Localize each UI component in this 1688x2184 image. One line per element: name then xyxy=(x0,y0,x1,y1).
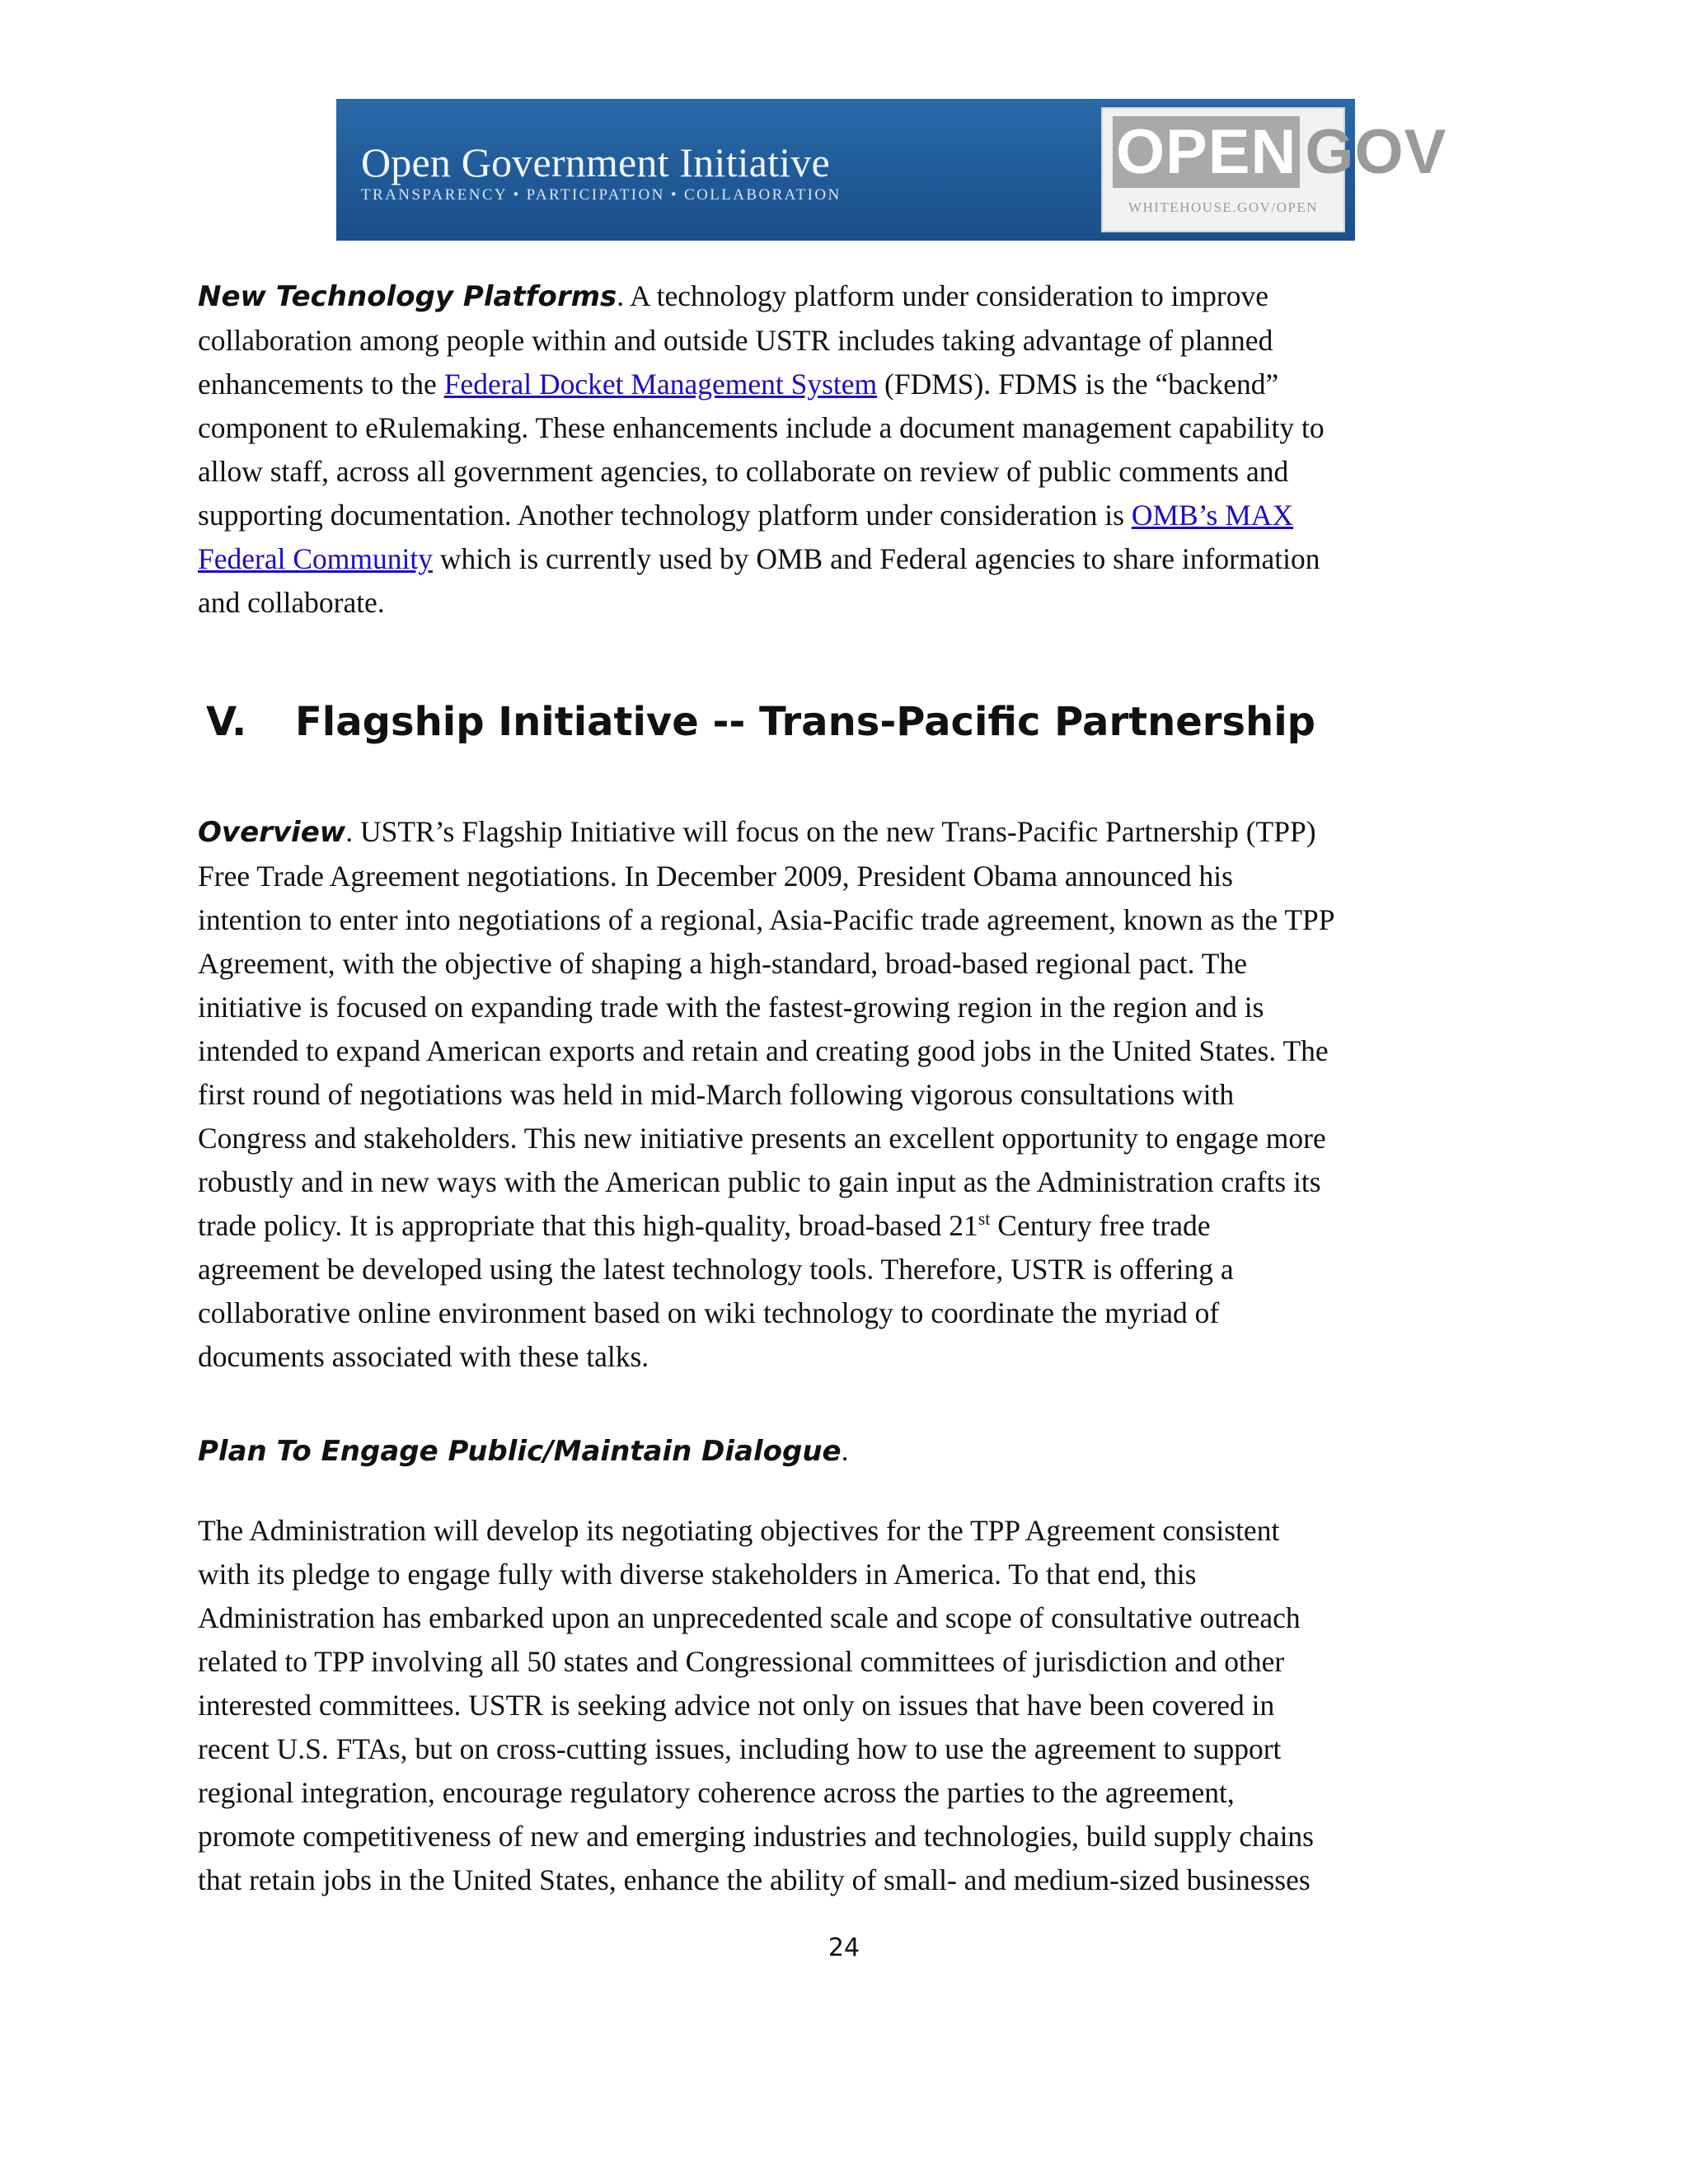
text-line: robustly and in new ways with the American public to gain input as the Administration crafts its xyxy=(198,1165,1321,1198)
text-line xyxy=(198,1204,1492,1248)
text-line: initiative is focused on expanding trade with the fastest-growing region in the region and is xyxy=(198,991,1264,1024)
text-line: component to eRulemaking. These enhancements include a document management capability to xyxy=(198,411,1325,444)
text-line: intention to enter into negotiations of a regional, Asia-Pacific trade agreement, known as the TPP xyxy=(198,903,1335,936)
open-government-banner xyxy=(336,99,1447,241)
text-line: intended to expand American exports and retain and creating good jobs in the United States. The xyxy=(198,1034,1329,1067)
opengov-wordmark xyxy=(1113,114,1447,190)
text-line: The Administration will develop its negotiating objectives for the TPP Agreement consistent xyxy=(198,1514,1280,1547)
text-line xyxy=(198,274,1492,319)
opengov-logo xyxy=(1101,107,1447,232)
text-line: interested committees. USTR is seeking advice not only on issues that have been covered in xyxy=(198,1689,1275,1722)
text-span: . USTR’s Flagship Initiative will focus on the new Trans-Pacific Partnership (TPP) xyxy=(345,815,1316,848)
ordinal-suffix: st xyxy=(978,1208,991,1230)
text-line: first round of negotiations was held in mid-March following vigorous consultations with xyxy=(198,1078,1235,1111)
text-line: regional integration, encourage regulatory coherence across the parties to the agreement, xyxy=(198,1776,1235,1809)
tech-platforms-lead: New Technology Platforms xyxy=(198,280,617,313)
text-line: related to TPP involving all 50 states and Congressional committees of jurisdiction and other xyxy=(198,1645,1285,1678)
text-span: which is currently used by OMB and Federal agencies to share information xyxy=(432,542,1320,575)
text-line xyxy=(198,363,1492,406)
plan-paragraph xyxy=(198,1509,1492,1902)
banner-tagline: TRANSPARENCY • PARTICIPATION • COLLABORATION xyxy=(361,186,842,204)
text-line: recent U.S. FTAs, but on cross-cutting issues, including how to use the agreement to support xyxy=(198,1732,1282,1765)
text-span: trade policy. It is appropriate that this high-quality, broad-based 21 xyxy=(198,1209,978,1242)
text-line xyxy=(198,494,1492,537)
text-span: . xyxy=(841,1434,849,1467)
text-line: promote competitiveness of new and emerging industries and technologies, build supply chains xyxy=(198,1820,1314,1853)
text-line: that retain jobs in the United States, enhance the ability of small- and medium-sized businesses xyxy=(198,1863,1311,1896)
fdms-link[interactable]: Federal Docket Management System xyxy=(443,368,878,401)
plan-lead: Plan To Engage Public/Maintain Dialogue xyxy=(198,1435,842,1468)
overview-paragraph xyxy=(198,810,1492,1379)
opengov-wordmark-gov: GOV xyxy=(1305,116,1447,187)
text-span: . A technology platform under consideration to improve xyxy=(617,279,1268,312)
text-line: Agreement, with the objective of shaping a high-standard, broad-based regional pact. The xyxy=(198,947,1247,980)
text-line: collaboration among people within and outside USTR includes taking advantage of planned xyxy=(198,324,1273,357)
omb-max-link[interactable]: OMB’s MAX xyxy=(1131,499,1294,532)
text-line: documents associated with these talks. xyxy=(198,1340,649,1373)
text-line: Administration has embarked upon an unprecedented scale and scope of consultative outreach xyxy=(198,1601,1301,1634)
page-number: 24 xyxy=(828,1933,860,1962)
opengov-url: WHITEHOUSE.GOV/OPEN xyxy=(1128,199,1319,215)
plan-subheading xyxy=(198,1429,848,1474)
section-title: Flagship Initiative -- Trans-Pacific Partnership xyxy=(295,699,1316,745)
text-span: enhancements to the xyxy=(198,368,444,401)
text-line xyxy=(198,537,1492,581)
overview-lead: Overview xyxy=(198,816,346,849)
text-line: and collaborate. xyxy=(198,586,385,619)
text-span: supporting documentation. Another technology platform under consideration is xyxy=(198,499,1132,532)
text-span: Century free trade xyxy=(990,1209,1211,1242)
federal-community-link[interactable]: Federal Community xyxy=(198,542,433,575)
banner-title: Open Government Initiative xyxy=(361,139,830,185)
text-line: collaborative online environment based on wiki technology to coordinate the myriad of xyxy=(198,1296,1220,1329)
text-span: (FDMS). FDMS is the “backend” xyxy=(877,368,1279,401)
opengov-wordmark-open: OPEN xyxy=(1113,116,1300,188)
text-line: allow staff, across all government agencies, to collaborate on review of public comments and xyxy=(198,455,1289,488)
text-line: Congress and stakeholders. This new initiative presents an excellent opportunity to engage more xyxy=(198,1122,1326,1155)
section-heading xyxy=(206,699,1315,745)
text-line: Free Trade Agreement negotiations. In December 2009, President Obama announced his xyxy=(198,860,1233,893)
text-line: with its pledge to engage fully with diverse stakeholders in America. To that end, this xyxy=(198,1558,1197,1591)
text-line: agreement be developed using the latest technology tools. Therefore, USTR is offering a xyxy=(198,1253,1234,1286)
section-number: V. xyxy=(206,699,247,745)
text-line xyxy=(198,810,1492,855)
tech-platforms-paragraph xyxy=(198,274,1492,625)
